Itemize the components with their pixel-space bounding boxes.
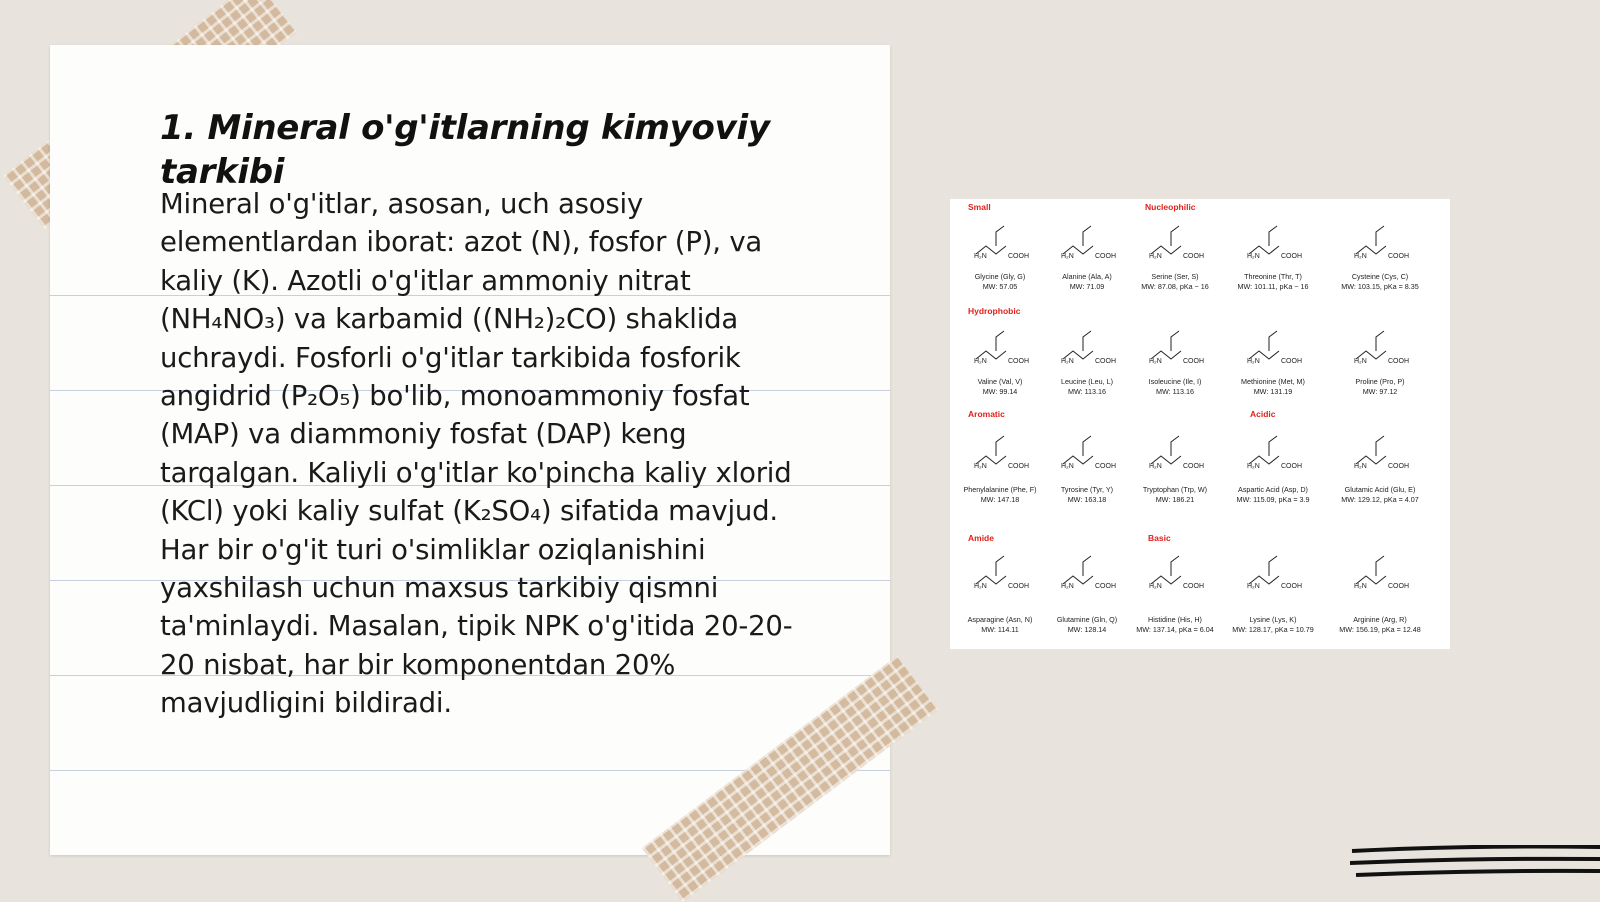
amino-acid-structure-chart [950, 199, 1450, 649]
amino-acid-mw: MW: 128.17, pKa = 10.79 [1232, 625, 1314, 634]
structure-label-amine: H₂N [1354, 358, 1367, 365]
structure-label-acid: COOH [1281, 463, 1302, 470]
structure-label-amine: H₂N [1061, 583, 1074, 590]
structure-label-acid: COOH [1183, 583, 1204, 590]
amino-acid-mw: MW: 163.18 [1067, 495, 1107, 504]
amino-acid-mw: MW: 113.16 [1155, 387, 1195, 396]
structure-label-amine: H₂N [1354, 463, 1367, 470]
structure-label-acid: COOH [1388, 463, 1409, 470]
group-label: Hydrophobic [968, 306, 1021, 316]
amino-acid-structure [1249, 556, 1279, 584]
amino-acid-mw: MW: 115.09, pKa = 3.9 [1236, 495, 1310, 504]
structure-label-acid: COOH [1281, 253, 1302, 260]
structure-label-amine: H₂N [1247, 583, 1260, 590]
amino-acid-mw: MW: 137.14, pKa = 6.04 [1136, 625, 1214, 634]
group-label: Small [968, 202, 991, 212]
amino-acid-mw: MW: 113.16 [1067, 387, 1107, 396]
amino-acid-mw: MW: 99.14 [982, 387, 1018, 396]
group-label: Aromatic [968, 409, 1005, 419]
structure-label-amine: H₂N [974, 253, 987, 260]
amino-acid-name: Valine (Val, V) [977, 377, 1023, 386]
group-label: Amide [968, 533, 994, 543]
amino-acid-structure [976, 556, 1006, 584]
structure-label-acid: COOH [1095, 583, 1116, 590]
amino-acid-name: Glutamine (Gln, Q) [1056, 615, 1118, 624]
structure-label-amine: H₂N [974, 583, 987, 590]
amino-acid-mw: MW: 129.12, pKa = 4.07 [1341, 495, 1419, 504]
structure-label-amine: H₂N [1061, 358, 1074, 365]
amino-acid-mw: MW: 101.11, pKa ~ 16 [1237, 282, 1309, 291]
amino-acid-name: Glutamic Acid (Glu, E) [1344, 485, 1416, 494]
slide-title: 1. Mineral o'g'itlarning kimyoviy tarkibi [160, 108, 770, 192]
structure-label-amine: H₂N [974, 358, 987, 365]
structure-label-acid: COOH [1095, 253, 1116, 260]
amino-acid-structure [1063, 436, 1093, 464]
amino-acid-structure [1249, 331, 1279, 359]
group-label: Basic [1148, 533, 1171, 543]
amino-acid-name: Aspartic Acid (Asp, D) [1238, 485, 1308, 494]
amino-acid-mw: MW: 57.05 [982, 282, 1018, 291]
amino-acid-name: Leucine (Leu, L) [1061, 377, 1113, 386]
group-label: Nucleophilic [1145, 202, 1196, 212]
structure-label-acid: COOH [1008, 253, 1029, 260]
amino-acid-mw: MW: 128.14 [1067, 625, 1107, 634]
amino-acid-structure [1151, 331, 1181, 359]
amino-acid-structure [976, 331, 1006, 359]
structure-label-amine: H₂N [1149, 358, 1162, 365]
amino-acid-name: Lysine (Lys, K) [1249, 615, 1297, 624]
structure-label-amine: H₂N [1247, 253, 1260, 260]
structure-label-acid: COOH [1281, 583, 1302, 590]
structure-label-amine: H₂N [1061, 463, 1074, 470]
structure-label-amine: H₂N [1354, 583, 1367, 590]
structure-label-amine: H₂N [1247, 463, 1260, 470]
group-label: Acidic [1250, 409, 1276, 419]
amino-acid-name: Asparagine (Asn, N) [967, 615, 1033, 624]
amino-acid-name: Tryptophan (Trp, W) [1142, 485, 1208, 494]
amino-acid-structure [1249, 436, 1279, 464]
amino-acid-structure [1151, 436, 1181, 464]
structure-label-amine: H₂N [1149, 253, 1162, 260]
amino-acid-name: Methionine (Met, M) [1241, 377, 1305, 386]
amino-acid-name: Glycine (Gly, G) [974, 272, 1026, 281]
structure-label-acid: COOH [1388, 583, 1409, 590]
structure-label-acid: COOH [1281, 358, 1302, 365]
amino-acid-name: Threonine (Thr, T) [1244, 272, 1302, 281]
amino-acid-name: Alanine (Ala, A) [1062, 272, 1112, 281]
structure-label-acid: COOH [1388, 253, 1409, 260]
amino-acid-name: Histidine (His, H) [1148, 615, 1202, 624]
amino-acid-mw: MW: 186.21 [1155, 495, 1195, 504]
amino-acid-structure [1151, 556, 1181, 584]
amino-acid-mw: MW: 156.19, pKa = 12.48 [1339, 625, 1421, 634]
amino-acid-structure [1151, 226, 1181, 254]
amino-acid-mw: MW: 147.18 [980, 495, 1020, 504]
structure-label-amine: H₂N [1149, 463, 1162, 470]
amino-acid-name: Isoleucine (Ile, I) [1148, 377, 1202, 386]
amino-acid-structure [1356, 331, 1386, 359]
structure-label-amine: H₂N [1247, 358, 1260, 365]
amino-acid-mw: MW: 97.12 [1362, 387, 1398, 396]
structure-label-acid: COOH [1008, 583, 1029, 590]
structure-label-amine: H₂N [1061, 253, 1074, 260]
amino-acid-mw: MW: 87.08, pKa ~ 16 [1141, 282, 1209, 291]
amino-acid-structure [1249, 226, 1279, 254]
structure-label-acid: COOH [1183, 358, 1204, 365]
amino-acid-name: Proline (Pro, P) [1355, 377, 1405, 386]
amino-acid-structure [1063, 226, 1093, 254]
structure-label-amine: H₂N [974, 463, 987, 470]
amino-acid-structure [1063, 331, 1093, 359]
amino-acid-structure [976, 436, 1006, 464]
amino-acid-structure [976, 226, 1006, 254]
amino-acid-structure [1063, 556, 1093, 584]
amino-acid-mw: MW: 114.11 [981, 625, 1019, 634]
structure-label-amine: H₂N [1354, 253, 1367, 260]
amino-acid-mw: MW: 131.19 [1253, 387, 1293, 396]
structure-label-amine: H₂N [1149, 583, 1162, 590]
amino-acid-structure [1356, 436, 1386, 464]
amino-acid-mw: MW: 103.15, pKa = 8.35 [1341, 282, 1419, 291]
structure-label-acid: COOH [1095, 358, 1116, 365]
structure-label-acid: COOH [1183, 463, 1204, 470]
amino-acid-mw: MW: 71.09 [1069, 282, 1105, 291]
amino-acid-structure [1356, 226, 1386, 254]
structure-label-acid: COOH [1095, 463, 1116, 470]
amino-acid-name: Serine (Ser, S) [1151, 272, 1199, 281]
structure-label-acid: COOH [1008, 358, 1029, 365]
structure-label-acid: COOH [1008, 463, 1029, 470]
amino-acid-structures-image [950, 199, 1450, 649]
amino-acid-name: Tyrosine (Tyr, Y) [1060, 485, 1114, 494]
structure-label-acid: COOH [1183, 253, 1204, 260]
amino-acid-name: Arginine (Arg, R) [1353, 615, 1407, 624]
amino-acid-structure [1356, 556, 1386, 584]
structure-label-acid: COOH [1388, 358, 1409, 365]
slide-body-text: Mineral o'g'itlar, asosan, uch asosiy elementlardan iborat: azot (N), fosfor (P), va kaliy (K). Azotli o'g'itlar ammoniy nitrat (NH₄NO₃) va karbamid ((NH₂)₂CO) shaklida uchraydi. Fosforli o'g'itlar tarkibida fosforik angidrid (P₂O₅) bo'lib, monoammoniy fosfat (MAP) va diammoniy fosfat (DAP) keng tarqalgan. Kaliyli o'g'itlar ko'pincha kaliy xlorid (KCl) yoki kaliy sulfat (K₂SO₄) sifatida mavjud. Har bir o'g'it turi o'simliklar oziqlanishini yaxshilash uchun maxsus tarkibiy qismni ta'minlaydi. Masalan, tipik NPK o'g'itida 20-20-20 nisbat, har bir komponentdan 20% mavjudligini bildiradi. [160, 188, 793, 720]
amino-acid-name: Phenylalanine (Phe, F) [963, 485, 1037, 494]
decorative-lines [1350, 845, 1600, 895]
amino-acid-name: Cysteine (Cys, C) [1351, 272, 1409, 281]
